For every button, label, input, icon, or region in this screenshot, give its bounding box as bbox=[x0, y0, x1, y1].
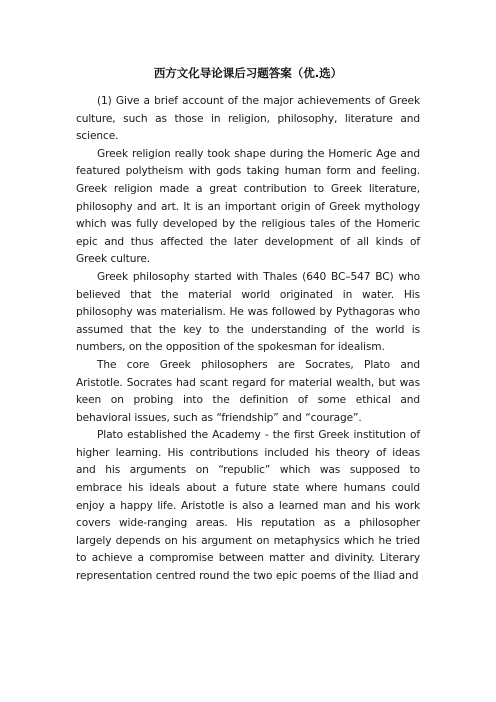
document-title: 西方文化导论课后习题答案（优.选） bbox=[153, 66, 343, 80]
paragraph-plato-aristotle: Plato established the Academy - the first Greek institution of higher learning. His contributions included his theory of ideas and his arguments on “republic” which was supposed to embrace his ideals about a future state where humans could enjoy a happy life. Aristotle is also a learned man and his work covers wide-ranging areas. His reputation as a philosopher largely depends on his argument on metaphysics which he tried to achieve a compromise between matter and divinity. Literary representation centred round the two epic poems of the Iliad and bbox=[76, 429, 420, 583]
paragraph-philosophy: Greek philosophy started with Thales (640 BC–547 BC) who believed that the material world originated in water. His philosophy was materialism. He was followed by Pythagoras who assumed that the key to the understanding of the world is numbers, on the opposition of the spokesman for idealism. bbox=[76, 270, 420, 354]
paragraph-religion: Greek religion really took shape during the Homeric Age and featured polytheism with gods taking human form and feeling. Greek religion made a great contribution to Greek literature, philosophy and art. It is an important origin of Greek mythology which was fully developed by the religious tales of the Homeric epic and thus affected the later development of all kinds of Greek culture. bbox=[76, 147, 420, 266]
paragraph-core-philosophers: The core Greek philosophers are Socrates, Plato and Aristotle. Socrates had scant regard for material wealth, but was keen on probing into the definition of some ethical and behavioral issues, such as “friendship” and “courage”. bbox=[76, 358, 420, 424]
paragraph-question: (1) Give a brief account of the major achievements of Greek culture, such as those in religion, philosophy, literature and science. bbox=[76, 95, 420, 143]
